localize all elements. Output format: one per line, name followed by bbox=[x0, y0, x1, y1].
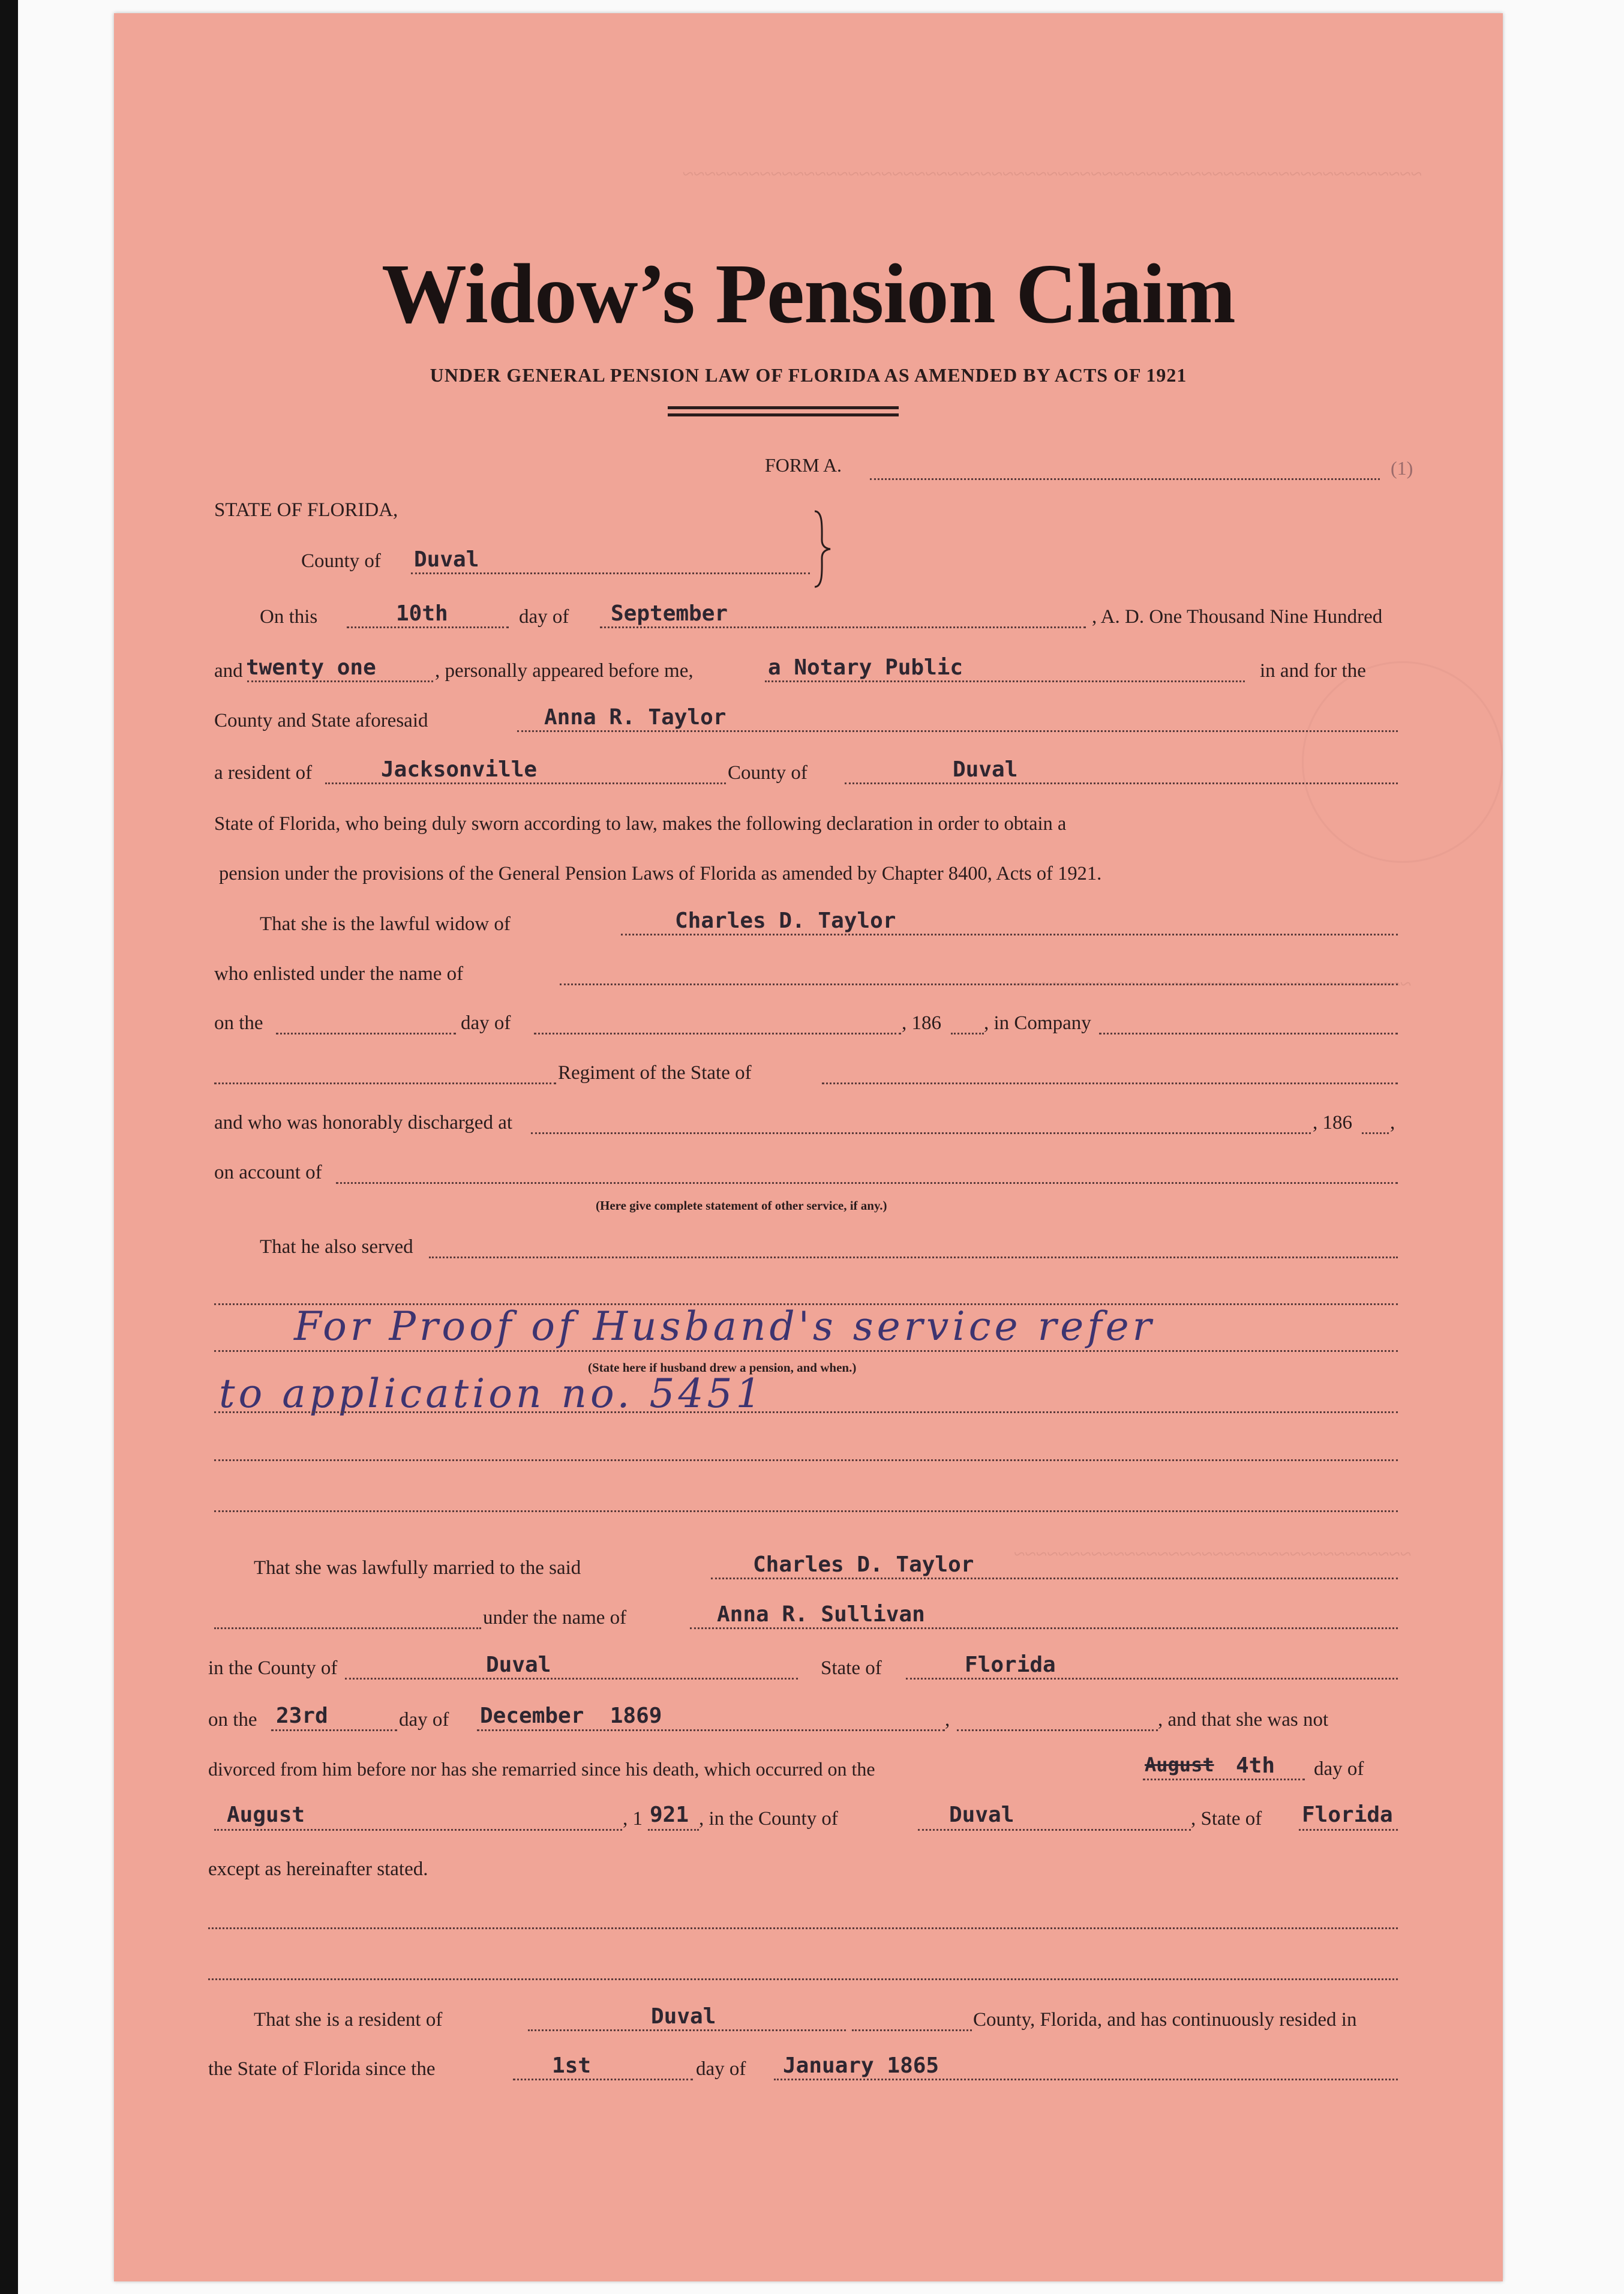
form-subtitle: UNDER GENERAL PENSION LAW OF FLORIDA AS AMENDED BY ACTS OF 1921 bbox=[430, 364, 1187, 386]
handwritten-note-line-1: For Proof of Husband's service refer bbox=[294, 1303, 1155, 1350]
residence-day-of-label: day of bbox=[696, 2058, 746, 2080]
pension-line-2 bbox=[214, 1411, 1398, 1413]
bleed-through-seal bbox=[1302, 661, 1503, 863]
day-line bbox=[347, 626, 509, 628]
married-husband-value: Charles D. Taylor bbox=[753, 1552, 974, 1577]
on-account-line bbox=[336, 1182, 1398, 1184]
title-rule-top bbox=[668, 406, 899, 409]
service-month-line bbox=[534, 1033, 901, 1034]
death-day-of-label: day of bbox=[1314, 1758, 1364, 1780]
divorced-text: divorced from him before nor has she remarried since his death, which occurred on the bbox=[208, 1758, 875, 1780]
company-label: , in Company bbox=[984, 1012, 1091, 1034]
county-state-label: County and State aforesaid bbox=[214, 710, 428, 731]
handwritten-note-line-2: to application no. 5451 bbox=[219, 1371, 765, 1417]
service-day-line bbox=[276, 1033, 456, 1034]
county-line bbox=[411, 572, 810, 574]
day-value: 10th bbox=[396, 601, 448, 626]
marriage-date-value: December 1869 bbox=[480, 1704, 662, 1728]
residence-date-line bbox=[774, 2079, 1398, 2080]
note-pension: (State here if husband drew a pension, and when.) bbox=[588, 1360, 857, 1375]
resident-county-value: Duval bbox=[953, 757, 1018, 782]
brace-icon bbox=[810, 510, 834, 588]
death-state-line bbox=[1299, 1829, 1398, 1831]
residence-label: That she is a resident of bbox=[254, 2009, 443, 2031]
marriage-state-label: State of bbox=[821, 1657, 882, 1679]
death-day-value: 4th bbox=[1236, 1753, 1275, 1778]
residence-since-label: the State of Florida since the bbox=[208, 2058, 436, 2080]
month-line bbox=[600, 626, 1086, 628]
ad-text: , A. D. One Thousand Nine Hundred bbox=[1092, 606, 1383, 628]
appeared-text: , personally appeared before me, bbox=[435, 660, 694, 682]
marriage-extra-line bbox=[957, 1729, 1158, 1731]
death-year-prefix: , 1 bbox=[623, 1808, 643, 1830]
claimant-value: Anna R. Taylor bbox=[544, 705, 727, 730]
residence-county-value: Duval bbox=[651, 2004, 716, 2029]
marriage-county-label: in the County of bbox=[208, 1657, 338, 1679]
discharged-year-line bbox=[1362, 1132, 1389, 1134]
maiden-name-line bbox=[690, 1627, 1398, 1629]
husband-line bbox=[621, 934, 1398, 935]
marriage-state-line bbox=[906, 1678, 1398, 1680]
under-name-prefix-line bbox=[214, 1627, 481, 1629]
not-divorced-text: , and that she was not bbox=[1158, 1709, 1329, 1731]
bleed-through-text: ~~~~~~~~~~~~~~~~~~~~~~~~~~~~~~~~~~~~ bbox=[1014, 973, 1412, 995]
marriage-day-of-label: day of bbox=[399, 1709, 449, 1731]
county-of-label: County of bbox=[728, 762, 808, 784]
service-year-line bbox=[951, 1033, 984, 1034]
residence-county-line bbox=[528, 2029, 846, 2031]
regiment-label: Regiment of the State of bbox=[558, 1062, 752, 1084]
widow-of-label: That she is the lawful widow of bbox=[260, 913, 511, 935]
marriage-day-line bbox=[271, 1729, 397, 1731]
death-county-label: , in the County of bbox=[699, 1808, 838, 1830]
resident-county-line bbox=[845, 782, 1398, 784]
discharged-comma: , bbox=[1390, 1112, 1395, 1133]
death-day-struck: August bbox=[1145, 1753, 1214, 1776]
resident-of-label: a resident of bbox=[214, 762, 313, 784]
officer-value: a Notary Public bbox=[768, 655, 963, 680]
county-label: County of bbox=[301, 550, 381, 572]
marriage-date-line bbox=[477, 1729, 945, 1731]
pension-claim-form bbox=[114, 13, 1503, 2281]
note-other-service: (Here give complete statement of other service, if any.) bbox=[596, 1198, 887, 1213]
husband-value: Charles D. Taylor bbox=[675, 908, 896, 933]
on-account-label: on account of bbox=[214, 1162, 322, 1183]
pension-line-3 bbox=[214, 1459, 1398, 1461]
enlisted-line bbox=[560, 983, 1398, 985]
also-served-label: That he also served bbox=[260, 1236, 413, 1258]
death-county-line bbox=[918, 1829, 1191, 1831]
discharged-year-186: , 186 bbox=[1313, 1112, 1352, 1133]
bleed-through-text: ~~~~~~~~~~~~~~~~~~~~~~~~~~~~~~~~~~~~ bbox=[1014, 1543, 1412, 1566]
death-year-value: 921 bbox=[650, 1803, 689, 1827]
marriage-day-value: 23rd bbox=[276, 1704, 328, 1728]
residence-day-value: 1st bbox=[552, 2053, 592, 2078]
officer-line bbox=[765, 680, 1245, 682]
marriage-state-value: Florida bbox=[965, 1653, 1056, 1677]
declaration-line-1: State of Florida, who being duly sworn according to law, makes the following declaration in order to obtain a bbox=[214, 813, 1067, 835]
marriage-county-value: Duval bbox=[486, 1653, 551, 1677]
and-label: and bbox=[214, 660, 243, 682]
bleed-through-text: ~~~~~~~~~~~~~~~~~~~~~~~~~~~~~~~~~~~~~~~~~~~~~~~~~~~~~~~~~~~~~~~~~~~ bbox=[682, 163, 1422, 185]
marriage-on-the-label: on the bbox=[208, 1709, 257, 1731]
discharged-label: and who was honorably discharged at bbox=[214, 1112, 513, 1133]
year-line bbox=[247, 680, 433, 682]
form-label-line bbox=[870, 478, 1380, 480]
death-month-line bbox=[214, 1829, 622, 1831]
discharged-line bbox=[531, 1132, 1311, 1134]
service-day-of-label: day of bbox=[461, 1012, 511, 1034]
declaration-line-2: pension under the provisions of the General Pension Laws of Florida as amended by Chapter 8400, Acts of 1921. bbox=[219, 863, 1102, 884]
except-line-2 bbox=[208, 1978, 1398, 1980]
pension-line-1 bbox=[214, 1350, 1398, 1352]
day-of-label: day of bbox=[519, 606, 569, 628]
enlisted-label: who enlisted under the name of bbox=[214, 963, 464, 985]
scanner-edge bbox=[0, 0, 18, 2294]
in-and-for-text: in and for the bbox=[1260, 660, 1366, 682]
residence-day-line bbox=[513, 2079, 693, 2080]
year-value: twenty one bbox=[246, 655, 376, 680]
regiment-line bbox=[214, 1082, 556, 1084]
death-county-value: Duval bbox=[949, 1803, 1014, 1827]
service-on-the-label: on the bbox=[214, 1012, 263, 1034]
state-label: STATE OF FLORIDA, bbox=[214, 499, 398, 521]
death-state-value: Florida bbox=[1302, 1803, 1393, 1827]
married-to-label: That she was lawfully married to the said bbox=[254, 1557, 581, 1579]
residence-county-line-2 bbox=[852, 2029, 972, 2031]
married-husband-line bbox=[711, 1578, 1398, 1579]
month-value: September bbox=[611, 601, 728, 626]
death-year-line bbox=[648, 1829, 699, 1831]
residence-date-value: January 1865 bbox=[783, 2053, 939, 2078]
form-title: Widow’s Pension Claim bbox=[382, 246, 1235, 341]
company-line bbox=[1099, 1033, 1398, 1034]
city-value: Jacksonville bbox=[381, 757, 538, 782]
service-year-186: , 186 bbox=[902, 1012, 941, 1034]
residence-county-text: County, Florida, and has continuously resided in bbox=[973, 2009, 1357, 2031]
also-served-line bbox=[429, 1257, 1398, 1258]
death-month-value: August bbox=[227, 1803, 305, 1827]
maiden-name-value: Anna R. Sullivan bbox=[717, 1602, 925, 1627]
form-number: (1) bbox=[1391, 457, 1413, 479]
death-state-label: , State of bbox=[1191, 1808, 1262, 1830]
except-line-1 bbox=[208, 1927, 1398, 1929]
claimant-line bbox=[517, 730, 1398, 732]
marriage-county-line bbox=[345, 1678, 798, 1680]
county-value: Duval bbox=[414, 547, 479, 572]
on-this-label: On this bbox=[260, 606, 318, 628]
regiment-state-line bbox=[822, 1082, 1398, 1084]
death-day-line bbox=[1143, 1779, 1305, 1780]
title-rule-bottom bbox=[668, 413, 899, 416]
marriage-date-comma: , bbox=[945, 1709, 950, 1731]
form-label: FORM A. bbox=[765, 454, 842, 476]
except-text: except as hereinafter stated. bbox=[208, 1858, 428, 1880]
city-line bbox=[325, 782, 726, 784]
pension-line-4 bbox=[214, 1510, 1398, 1512]
under-name-label: under the name of bbox=[483, 1607, 627, 1629]
